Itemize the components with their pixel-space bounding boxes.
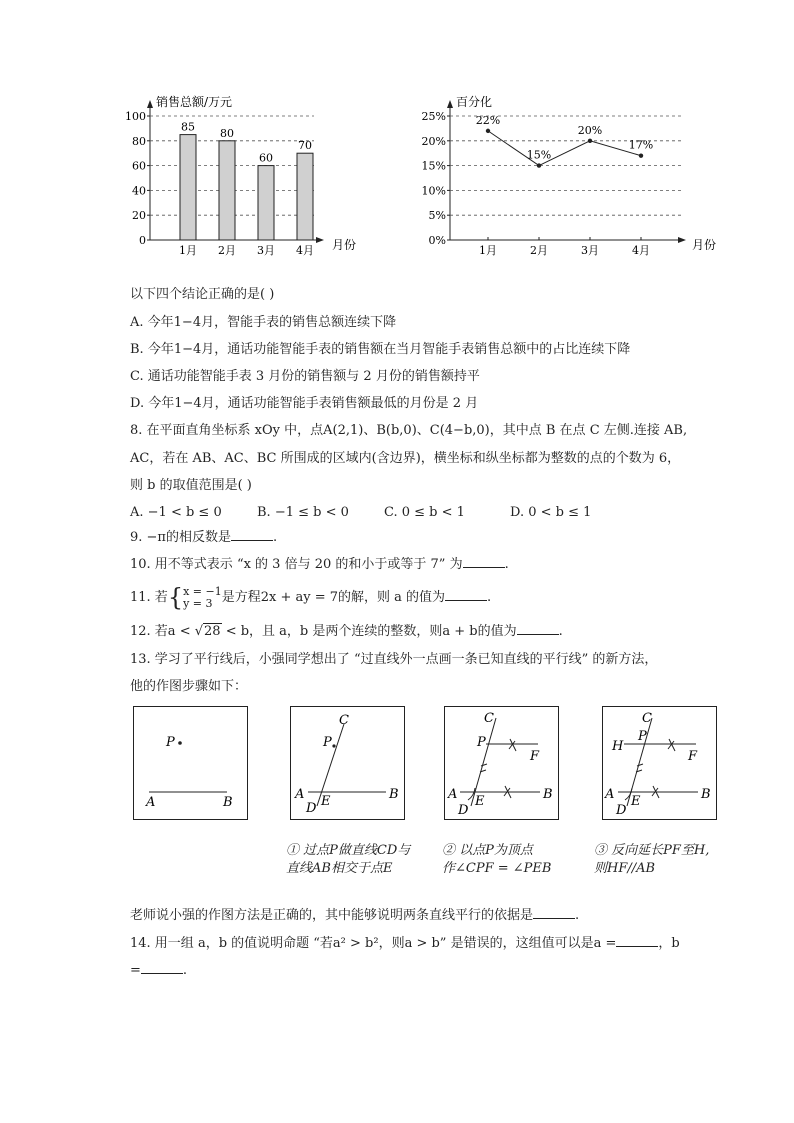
bar-chart: [120, 92, 370, 262]
point-P: [178, 741, 182, 745]
bar-value-label: 85: [181, 120, 195, 134]
q13-line2: 他的作图步骤如下：: [130, 679, 248, 694]
label-P: P: [166, 735, 175, 750]
bar-value-label: 60: [259, 151, 273, 165]
y-tick-label: 100: [125, 110, 146, 123]
q11-brace: {: [167, 583, 184, 612]
data-point: [537, 163, 541, 167]
data-point: [639, 153, 643, 157]
x-tick-label: 3月: [257, 244, 275, 257]
q8-line1: 8. 在平面直角坐标系 xOy 中，点A(2,1)、B(b,0)、C(4−b,0)，其中点 B 在点 C 左侧.连接 AB,: [130, 423, 688, 438]
y-tick-label: 10%: [421, 184, 446, 198]
line-chart-x-arrow: [678, 237, 686, 243]
line-CD: [471, 718, 496, 806]
y-tick-label: 0: [139, 234, 146, 247]
label-A: A: [448, 787, 458, 802]
label-B: B: [701, 787, 711, 802]
x-tick-label: 2月: [218, 244, 236, 257]
q8-option-b: B. −1 ≤ b < 0: [257, 505, 349, 520]
q13-caption-2: ② 以点P为顶点 作∠CPF = ∠PEB: [442, 843, 552, 876]
q13-caption-1: ① 过点P做直线CD与 直线AB相交于点E: [286, 843, 411, 876]
q13-line1: 13. 学习了平行线后，小强同学想出了 “过直线外一点画一条已知直线的平行线” 的新方法，: [130, 652, 658, 667]
bar-chart-y-arrow: [147, 100, 153, 108]
bar: [219, 141, 235, 240]
q7-option-b: B. 今年1−4月，通话功能智能手表的销售额在当月智能手表销售总额中的占比连续下降: [130, 342, 631, 357]
y-tick-label: 20%: [421, 134, 446, 148]
label-P: P: [477, 735, 486, 750]
q10-answer-blank[interactable]: [463, 555, 505, 568]
q12-answer-blank[interactable]: [517, 622, 559, 635]
label-D: D: [616, 803, 627, 818]
y-tick-label: 15%: [421, 159, 446, 173]
q10-text: 10. 用不等式表示 “x 的 3 倍与 20 的和小于或等于 7” 为: [130, 557, 463, 572]
q14-answer-a-blank[interactable]: [616, 934, 658, 947]
label-A: A: [146, 795, 156, 810]
bar-value-label: 80: [220, 126, 234, 140]
line-chart: [420, 92, 720, 262]
label-A: A: [295, 787, 305, 802]
bar-chart-x-arrow: [316, 237, 324, 243]
arc-mark-HF: [668, 739, 675, 751]
q13-answer-blank[interactable]: [533, 906, 575, 919]
q12: 12. 若a < √28 < b，且 a，b 是两个连续的整数，则a + b的值为 .: [130, 624, 563, 639]
bar: [297, 153, 313, 240]
label-E: E: [475, 794, 485, 809]
q13-figure-1: [290, 706, 406, 822]
q14-line2: = .: [130, 963, 188, 978]
x-tick-label: 3月: [581, 244, 599, 257]
line-chart-y-arrow: [447, 100, 453, 108]
bar-value-label: 70: [298, 139, 312, 153]
q8-line3: 则 b 的取值范围是( ): [130, 478, 252, 493]
q11: 11. 若{x = −1 y = 3 是方程2x + ay = 7的解，则 a 的值为 .: [130, 583, 492, 612]
label-B: B: [389, 787, 399, 802]
bar-chart-xlabel: 月份: [332, 238, 357, 252]
q14-line1: 14. 用一组 a，b 的值说明命题 “若a² > b²，则a > b” 是错误的，这组值可以是a = ，b: [130, 936, 680, 951]
q11-system: x = −1 y = 3: [183, 584, 222, 610]
q13-figure-3: [602, 706, 718, 822]
q7-option-d: D. 今年1−4月，通话功能智能手表销售额最低的月份是 2 月: [130, 396, 479, 411]
q14-answer-b-blank[interactable]: [141, 961, 183, 974]
label-H: H: [612, 739, 624, 754]
q8-option-a: A. −1 < b ≤ 0: [130, 505, 222, 520]
label-A: A: [605, 787, 615, 802]
x-tick-label: 4月: [632, 244, 650, 257]
q8-line2: AC，若在 AB、AC、BC 所围成的区域内(含边界)，横坐标和纵坐标都为整数的点的个数为 6，: [130, 451, 681, 466]
line-chart-ylabel: 百分化: [456, 95, 493, 109]
label-F: F: [530, 749, 540, 764]
label-E: E: [631, 794, 641, 809]
q9: 9. −π的相反数是 .: [130, 530, 278, 545]
y-tick-label: 5%: [428, 209, 446, 223]
q8-option-d: D. 0 < b ≤ 1: [510, 505, 592, 520]
y-tick-label: 0%: [428, 234, 446, 247]
x-tick-label: 2月: [530, 244, 548, 257]
q13-figure-0: [133, 706, 249, 822]
label-C: C: [642, 711, 652, 726]
label-B: B: [543, 787, 553, 802]
y-tick-label: 60: [132, 159, 146, 173]
point-P: [332, 744, 335, 747]
y-tick-label: 80: [132, 134, 146, 148]
x-tick-label: 4月: [296, 244, 314, 257]
q13-figure-2: [444, 706, 560, 822]
x-tick-label: 1月: [479, 244, 497, 257]
point-value-label: 20%: [577, 123, 603, 137]
q9-answer-blank[interactable]: [231, 528, 273, 541]
label-F: F: [688, 749, 698, 764]
series-line: [488, 131, 641, 166]
y-tick-label: 20: [132, 209, 146, 223]
label-P: P: [638, 729, 647, 744]
label-C: C: [484, 711, 494, 726]
label-P: P: [323, 735, 332, 750]
y-tick-label: 40: [132, 184, 146, 198]
q7-option-c: C. 通话功能智能手表 3 月份的销售额与 2 月份的销售额持平: [130, 369, 480, 384]
q10: 10. 用不等式表示 “x 的 3 倍与 20 的和小于或等于 7” 为 .: [130, 557, 509, 572]
line-chart-xlabel: 月份: [692, 238, 717, 252]
bar: [258, 166, 274, 240]
q7-stem: 以下四个结论正确的是( ): [130, 287, 275, 302]
y-tick-label: 25%: [421, 110, 446, 123]
data-point: [486, 129, 490, 133]
q8-option-c: C. 0 ≤ b < 1: [384, 505, 465, 520]
arc-mark-PF: [509, 739, 516, 751]
q11-answer-blank[interactable]: [445, 588, 487, 601]
q13-caption-3: ③ 反向延长PF至H, 则HF//AB: [594, 843, 710, 876]
label-B: B: [223, 795, 233, 810]
q9-text: 9. −π的相反数是: [130, 530, 231, 545]
data-point: [588, 139, 592, 143]
label-C: C: [339, 713, 349, 728]
label-D: D: [458, 803, 469, 818]
label-D: D: [306, 801, 317, 816]
q13-conclusion: 老师说小强的作图方法是正确的，其中能够说明两条直线平行的依据是 .: [130, 908, 580, 923]
label-E: E: [321, 794, 331, 809]
point-value-label: 15%: [526, 148, 552, 162]
x-tick-label: 1月: [179, 244, 197, 257]
q12-radicand: 28: [204, 624, 221, 639]
point-value-label: 22%: [475, 113, 501, 127]
bar-chart-ylabel: 销售总额/万元: [156, 95, 233, 109]
q7-option-a: A. 今年1−4月，智能手表的销售总额连续下降: [130, 315, 397, 330]
bar: [180, 135, 196, 240]
point-value-label: 17%: [628, 138, 654, 152]
